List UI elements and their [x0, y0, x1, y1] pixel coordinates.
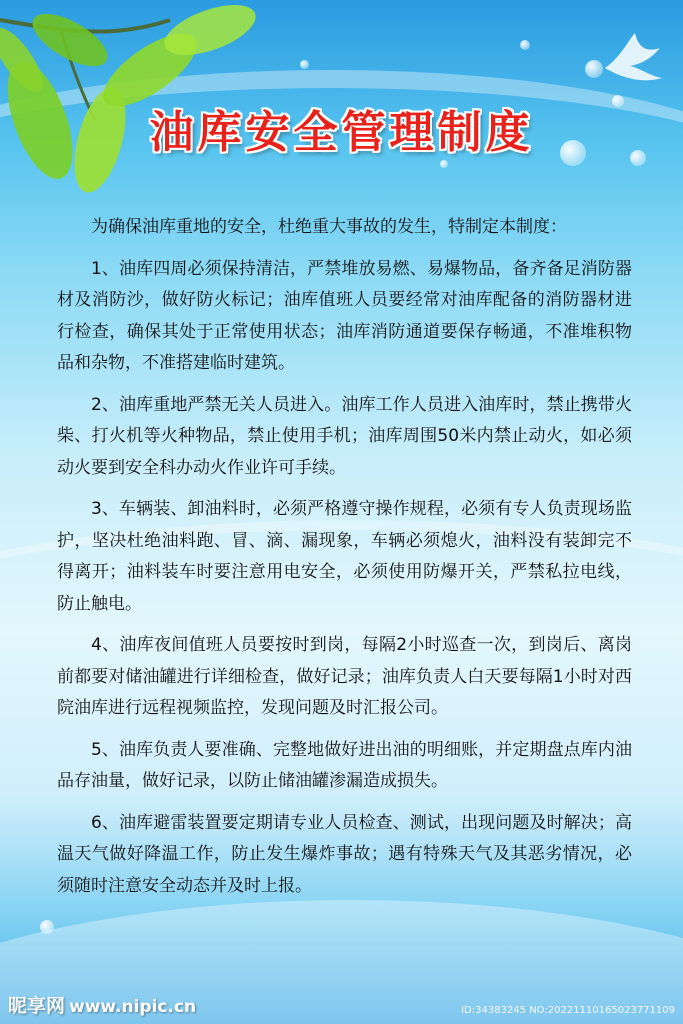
intro-paragraph: 为确保油库重地的安全，杜绝重大事故的发生，特制定本制度： — [91, 217, 567, 237]
rule-paragraph: 4、油库夜间值班人员要按时到岗，每隔2小时巡查一次，到岗后、离岗前都要对储油罐进行详细检查，做好记录；油库负责人白天要每隔1小时对西院油库进行远程视频监控，发现问题及时汇报公司。 — [57, 635, 632, 718]
bubble — [520, 40, 530, 50]
rule-paragraph: 6、油库避雷装置要定期请专业人员检查、测试，出现问题及时解决；高温天气做好降温工作，防止发生爆炸事故；遇有特殊天气及其恶劣情况，必须随时注意安全动态并及时上报。 — [57, 812, 632, 896]
bubble — [300, 60, 309, 69]
watermark-logo — [8, 991, 196, 1018]
rule-paragraph: 2、油库重地严禁无关人员进入。油库工作人员进入油库时，禁止携带火柴、打火机等火种物品，禁止使用手机；油库周围50米内禁止动火，如必须动火要到安全科办动火作业许可手续。 — [57, 394, 632, 478]
bubble — [40, 920, 54, 934]
watermark-image-id: ID:34383245 NO:20221110165023771109 — [461, 1005, 675, 1016]
rule-paragraph: 5、油库负责人要准确、完整地做好进出油的明细账，并定期盘点库内油品存油量，做好记录，以防止储油罐渗漏造成损失。 — [57, 739, 632, 791]
watermark-brand: 昵享网 — [8, 995, 66, 1017]
poster-title: 油库安全管理制度 — [149, 107, 534, 158]
rule-paragraph: 3、车辆装、卸油料时，必须严格遵守操作规程，必须有专人负责现场监护，坚决杜绝油料跑、冒、滴、漏现象，车辆必须熄火，油料没有装卸完不得离开；油料装车时要注意用电安全，必须使用防爆开关，严禁私拉电线，防止触电。 — [57, 499, 632, 614]
watermark-site: www.nipic.cn — [69, 997, 197, 1017]
dove-icon — [600, 28, 670, 88]
rule-paragraph: 1、油库四周必须保持清洁，严禁堆放易燃、易爆物品，备齐备足消防器材及消防沙，做好防火标记；油库值班人员要经常对油库配备的消防器材进行检查，确保其处于正常使用状态；油库消防通道要保存畅通，不准堆积物品和杂物，不准搭建临时建筑。 — [57, 258, 632, 373]
regulation-text — [57, 212, 632, 912]
bubble — [440, 160, 448, 168]
